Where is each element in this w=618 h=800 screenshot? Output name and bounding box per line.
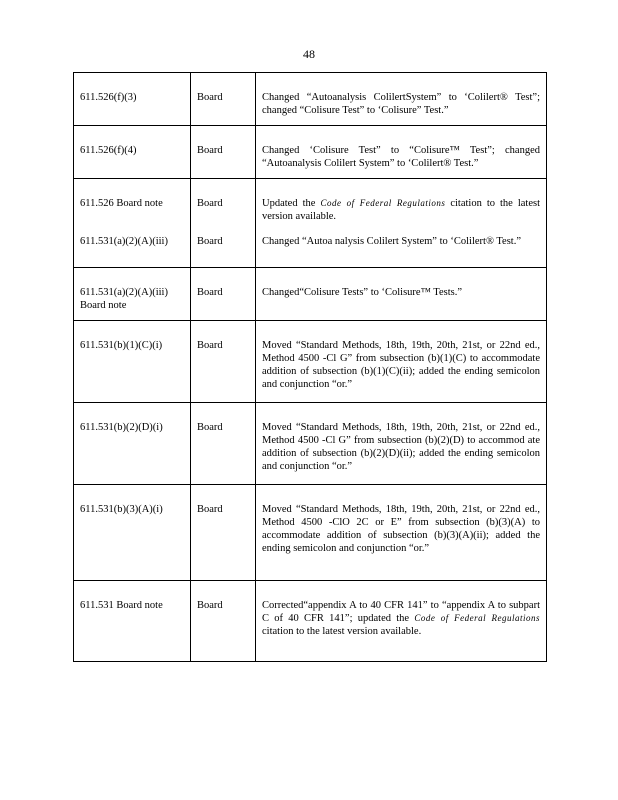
agency-cell: Board <box>191 485 256 581</box>
page-number: 48 <box>303 47 315 61</box>
cfr-citation: Code of Federal Regulations <box>320 198 446 208</box>
table-row <box>74 485 547 581</box>
description-cell: Changed“Colisure Tests” to ‘Colisure™ Tests.” <box>256 268 547 321</box>
agency-cell: Board <box>191 581 256 662</box>
table-row <box>74 73 547 126</box>
section-cell: 611.531(a)(2)(A)(iii) <box>74 231 191 268</box>
description-cell: Moved “Standard Methods, 18th, 19th, 20th, 21st, or 22nd ed., Method 4500 -Cl G” from subsection (b)(2)(D) to accommod ate addition of subsection (b)(2)(D)(ii); added the ending semicolon and conjunction “or.” <box>256 403 547 485</box>
section-cell: 611.531(b)(2)(D)(i) <box>74 403 191 485</box>
description-cell: Changed “Autoanalysis ColilertSystem” to ‘Colilert® Test”; changed “Colisure Test” to ‘Colisure” Test.” <box>256 73 547 126</box>
section-cell: 611.531(b)(1)(C)(i) <box>74 321 191 403</box>
description-text: citation to the latest version available. <box>262 198 541 222</box>
agency-cell: Board <box>191 73 256 126</box>
table-row <box>74 179 547 232</box>
description-text: Corrected“appendix A to 40 CFR 141” to “appendix A to subpart C of 40 CFR 141”; updated the <box>262 600 540 624</box>
table-row <box>74 581 547 662</box>
section-cell: 611.526 Board note <box>74 179 191 232</box>
section-cell: 611.526(f)(3) <box>74 73 191 126</box>
description-text: Updated the <box>262 198 316 209</box>
description-cell <box>256 179 547 232</box>
section-cell: 611.531(a)(2)(A)(iii) Board note <box>74 268 191 321</box>
agency-cell: Board <box>191 179 256 232</box>
description-cell: Changed “Autoa nalysis Colilert System” to ‘Colilert® Test.” <box>256 231 547 268</box>
description-cell <box>256 581 547 662</box>
description-cell: Moved “Standard Methods, 18th, 19th, 20th, 21st, or 22nd ed., Method 4500 -ClO 2C or E” from subsection (b)(3)(A) to accommodate addition of subsection (b)(3)(A)(ii); added the ending semicolon and conjunction “or.” <box>256 485 547 581</box>
agency-cell: Board <box>191 126 256 179</box>
table-row <box>74 321 547 403</box>
agency-cell: Board <box>191 231 256 268</box>
section-cell: 611.531 Board note <box>74 581 191 662</box>
agency-cell: Board <box>191 403 256 485</box>
description-text: citation to the latest version available. <box>262 626 422 637</box>
amendments-table <box>73 72 547 662</box>
agency-cell: Board <box>191 321 256 403</box>
section-cell: 611.526(f)(4) <box>74 126 191 179</box>
table-row <box>74 268 547 321</box>
table-row <box>74 126 547 179</box>
table-row <box>74 403 547 485</box>
description-cell: Moved “Standard Methods, 18th, 19th, 20th, 21st, or 22nd ed., Method 4500 -Cl G” from subsection (b)(1)(C) to accommodate addition of subsection (b)(1)(C)(ii); added the ending semicolon and conjunction “or.” <box>256 321 547 403</box>
cfr-citation: Code of Federal Regulations <box>414 613 540 623</box>
section-cell: 611.531(b)(3)(A)(i) <box>74 485 191 581</box>
table-row <box>74 231 547 268</box>
agency-cell: Board <box>191 268 256 321</box>
description-cell: Changed ‘Colisure Test” to “Colisure™ Test”; changed “Autoanalysis Colilert System” to ‘Colilert® Test.” <box>256 126 547 179</box>
